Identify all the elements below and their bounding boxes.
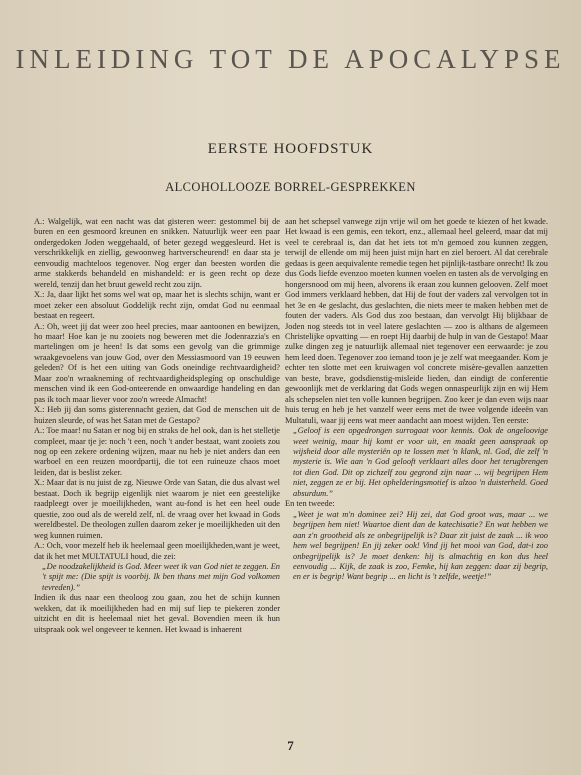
section-heading: ALCOHOLLOOZE BORREL-GESPREKKEN: [165, 180, 416, 194]
paragraph: En ten tweede:: [285, 499, 335, 509]
paragraph: A.: Toe maar! nu Satan er nog bij en straks de hel ook, dan is het stelletje compleet, maar tje je: noch 't een, noch 't ander bestaat, want zooiets zou nog op een zekere ordening wijzen, maar nu heb je niet anders dan een warboel en een reuzen moordpartij, die tot een ruineuze chaos moet leiden, dat is beslist zeker.: [34, 426, 280, 477]
paragraph: aan het schepsel vanwege zijn vrije wil om het goede te kiezen of het kwade. Het kwaad is een gemis, een tekort, enz., allemaal heel geleerd, maar dat mij veel te cerebraal is, dan dat het iets tot m'n gemoed zou kunnen zeggen, terwijl de ellende om mij heen juist mijn hart en ziel beroert. Al dat cerebrale gedaas is geen aequivalente remedie tegen het pijnlijk-tastbare onrecht! Ik zou dus Gods liefde evenzoo moeten kunnen voelen en tasten als de vervolging en hongersnood om mij heen, alvorens ik eraan zou kunnen gelooven. Zelf moet God immers verklaard hebben, dat Hij de fout der vaders zal vervolgen tot in het 3e en 4e geslacht, dus geslachten, die niets meer te maken hebben met de fouten der vaders. Als God dus zoo bestaan, dan vervolgt Hij blijkbaar de Joden nog steeds tot in veel latere geslachten — zoo is althans de algemeen Christelijke opvatting — en roept Hij daarbij de hulp in van de Gestapo! Maar zulke dingen zeg je natuurlijk allemaal niet tegenover een eerwaarde: je zou hem leed doen. Tegenover zoo iemand toon je je zelf wat meegaander. Kom je echter ten slotte met een kruiwagen vol concrete misère-gevallen aanzetten van beste, brave, godsdienstig-misleide lieden, dan eindigt de conferentie gewoonlijk met de verklaring dat Gods wegen onnaspeurlijk zijn en wij Hem als schepselen niet ten volle kunnen begrijpen. Zoo keer je dan even wijs naar huis terug en heb je het vanzelf weer eens met de twee volgende ideeën van Multatuli, waar jij eens wat meer aandacht aan moest wijden. Ten eerste:: [285, 217, 548, 425]
paragraph: X.: Heb jij dan soms gisterennacht gezien, dat God de menschen uit de huizen sleurde, of was het Satan met de Gestapo?: [34, 405, 280, 425]
page-number: 7: [287, 738, 294, 753]
paragraph: X.: Ja, daar lijkt het soms wel wat op, maar het is slechts schijn, want er moet zeker een absoluut Goddelijk recht zijn, omdat God nu eenmaal bestaat en regeert.: [34, 290, 280, 321]
paragraph: A.: Walgelijk, wat een nacht was dat gisteren weer: gestommel bij de buren en een gesmoord kreunen en snikken. Natuurlijk weer een paar ondergedoken Joden weggehaald, of beter gezegd weggesleurd. Het is verschrikkelijk en ziellig, gewoonweg hartverscheurend! en daar sta je eenvoudig machteloos tegenover. Nog erger dan beesten worden die arme stakkerds behandeld en mishandeld: er is geen recht op deze wereld, tenzij dan het bruut geweld recht zou zijn.: [34, 217, 280, 289]
second-quote: „Weet je wat m'n dominee zei? Hij zei, dat God groot was, maar ... we begrijpen hem niet! Waartoe dient dan de katechisatie? En wat hebben we aan z'n grootheid als ze onbegrijpelijk is? Daar zit juist de zaak ... ik woo hem wel begrijpen! En jij zeker ook! Vind jij het mooi van God, dat-i zoo onbegrijpelijk is? Je moet denken: hij is almachtig en kon dus heel eenvoudig ... Kijk, de zaak is zoo, Femke, hij kan zeggen: daar zij begrip, en er is begrip! Want begrip ... en licht is 't zelfde, weetje!”: [293, 509, 548, 582]
first-quote: „Geloof is een opgedrongen surrogaat voor kennis. Ook de ongeloovige weet weinig, maar hij komt er voor uit, en maakt geen aanspraak op wijsheid door alle mysteriën op te lossen met 'n klank, nl. God, die zelf 'n mysterie is. Wie aan 'n God gelooft verklaart alles door het terugbrengen tot dien God. Dit op zichzelf zou gegrond zijn naar ... wij begrijpen Hem niet, zeggen ze er bij. Het ophelderingsmotief is alzoo 'n duisterheld. Goed absurdum.”: [293, 426, 548, 498]
book-title: INLEIDING TOT DE APOCALYPSE: [15, 44, 566, 74]
paragraph: X.: Maar dat is nu juist de zg. Nieuwe Orde van Satan, die dus alvast wel bestaat. Doch ik begrijp eigenlijk niet waarom je niet een geestelijke raadpleegt over je moeilijkheden, want au-fond is het een heel oude questie, zoo oud als de wereld zelf, nl. de vraag over het kwaad in Gods wereldbestel. De theologen zullen daarom zeker je moeilijkheden uit den weg kunnen ruimen.: [34, 478, 280, 540]
paragraph: A.: Oh, weet jij dat weer zoo heel precies, maar aantoonen en bewijzen, ho maar! Hoe kan je nu zooiets nog beweren met die Jodenrazzia's en martelingen om je heen! Is dat soms een gevolg van die grimmige wraakgevoelens van jouw God, over den Messiasmoord van 19 eeuwen geleden? Of is het een uiting van Gods oneindige rechtvaardigheid? Maar zoo'n wraakneming of rechtvaardigheidsplegíng op onschuldige menschen vind ik een God-onteerende en onwaardige handeling en dan pas ik toch maar liever voor zoo'n wreede Almacht!: [34, 321, 280, 404]
right-column: [285, 217, 548, 583]
paragraph: A.: Och, voor mezelf heb ik heelemaal geen moeilijkheden,want je weet, dat ik het met MULTATULI houd, die zei:: [34, 541, 280, 561]
chapter-heading: EERSTE HOOFDSTUK: [207, 141, 374, 157]
paragraph: Indien ik dus naar een theoloog zou gaan, zou het de schijn kunnen wekken, dat ik moeilijkheden had en mij suf liep te piekeren zonder uitzicht en dit is heelemaal niet het geval. Bovendien meen ik hun uitspraak ook wel ongeveer te kennen. Het kwaad is inhaerent: [34, 593, 280, 634]
left-column: [34, 217, 280, 635]
multatuli-quote: „De noodzakelijkheid is God. Meer weet ik van God niet te zeggen. En 't spijt me: (Die spijt is voorbij. Ik ben thans met mijn God volkomen tevreden).”: [42, 561, 280, 592]
